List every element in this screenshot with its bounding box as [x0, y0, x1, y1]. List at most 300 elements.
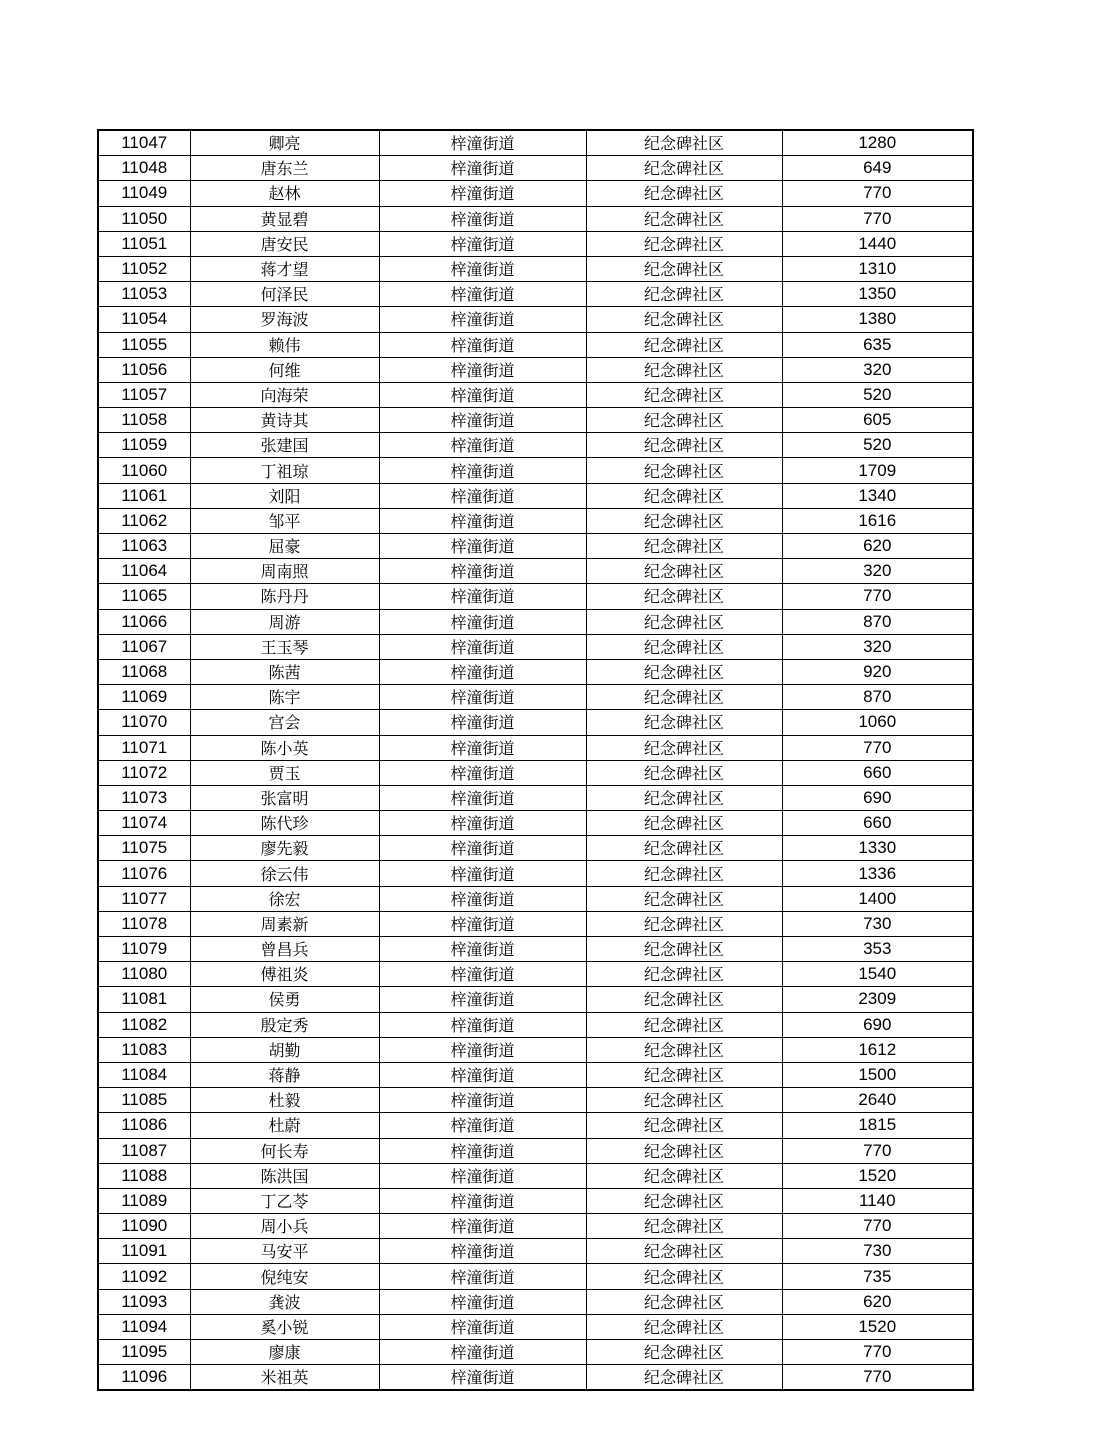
- street-cell: 梓潼街道: [379, 911, 586, 936]
- amount-cell: 520: [782, 382, 973, 407]
- id-cell: 11055: [98, 332, 190, 357]
- table-row: [98, 483, 973, 508]
- amount-cell: 1350: [782, 282, 973, 307]
- table-row: [98, 659, 973, 684]
- name-cell: 何泽民: [190, 282, 379, 307]
- name-cell: 杜毅: [190, 1088, 379, 1113]
- table-row: [98, 559, 973, 584]
- amount-cell: 690: [782, 785, 973, 810]
- id-cell: 11080: [98, 962, 190, 987]
- table-row: [98, 231, 973, 256]
- street-cell: 梓潼街道: [379, 584, 586, 609]
- street-cell: 梓潼街道: [379, 634, 586, 659]
- community-cell: 纪念碑社区: [586, 1012, 782, 1037]
- id-cell: 11049: [98, 181, 190, 206]
- name-cell: 殷定秀: [190, 1012, 379, 1037]
- amount-cell: 605: [782, 408, 973, 433]
- street-cell: 梓潼街道: [379, 1113, 586, 1138]
- amount-cell: 1336: [782, 861, 973, 886]
- table-row: [98, 735, 973, 760]
- street-cell: 梓潼街道: [379, 1188, 586, 1213]
- id-cell: 11070: [98, 710, 190, 735]
- id-cell: 11074: [98, 811, 190, 836]
- table-row: [98, 508, 973, 533]
- id-cell: 11059: [98, 433, 190, 458]
- id-cell: 11069: [98, 685, 190, 710]
- street-cell: 梓潼街道: [379, 458, 586, 483]
- community-cell: 纪念碑社区: [586, 559, 782, 584]
- id-cell: 11053: [98, 282, 190, 307]
- id-cell: 11078: [98, 911, 190, 936]
- community-cell: 纪念碑社区: [586, 1289, 782, 1314]
- name-cell: 刘阳: [190, 483, 379, 508]
- name-cell: 蒋才望: [190, 256, 379, 281]
- amount-cell: 1380: [782, 307, 973, 332]
- street-cell: 梓潼街道: [379, 433, 586, 458]
- name-cell: 黄诗其: [190, 408, 379, 433]
- table-row: [98, 785, 973, 810]
- amount-cell: 770: [782, 735, 973, 760]
- amount-cell: 353: [782, 937, 973, 962]
- name-cell: 陈丹丹: [190, 584, 379, 609]
- name-cell: 向海荣: [190, 382, 379, 407]
- name-cell: 徐云伟: [190, 861, 379, 886]
- name-cell: 侯勇: [190, 987, 379, 1012]
- community-cell: 纪念碑社区: [586, 987, 782, 1012]
- community-cell: 纪念碑社区: [586, 231, 782, 256]
- amount-cell: 1340: [782, 483, 973, 508]
- street-cell: 梓潼街道: [379, 1214, 586, 1239]
- table-row: [98, 433, 973, 458]
- id-cell: 11087: [98, 1138, 190, 1163]
- amount-cell: 320: [782, 634, 973, 659]
- amount-cell: 660: [782, 811, 973, 836]
- street-cell: 梓潼街道: [379, 307, 586, 332]
- id-cell: 11094: [98, 1314, 190, 1339]
- table-row: [98, 156, 973, 181]
- community-cell: 纪念碑社区: [586, 357, 782, 382]
- table-row: [98, 609, 973, 634]
- community-cell: 纪念碑社区: [586, 937, 782, 962]
- amount-cell: 620: [782, 1289, 973, 1314]
- table-row: [98, 1264, 973, 1289]
- table-row: [98, 382, 973, 407]
- table-row: [98, 282, 973, 307]
- table-row: [98, 987, 973, 1012]
- amount-cell: 920: [782, 659, 973, 684]
- id-cell: 11089: [98, 1188, 190, 1213]
- street-cell: 梓潼街道: [379, 408, 586, 433]
- name-cell: 王玉琴: [190, 634, 379, 659]
- id-cell: 11091: [98, 1239, 190, 1264]
- community-cell: 纪念碑社区: [586, 785, 782, 810]
- community-cell: 纪念碑社区: [586, 634, 782, 659]
- name-cell: 卿亮: [190, 130, 379, 156]
- name-cell: 陈宇: [190, 685, 379, 710]
- street-cell: 梓潼街道: [379, 710, 586, 735]
- name-cell: 黄显碧: [190, 206, 379, 231]
- amount-cell: 730: [782, 911, 973, 936]
- community-cell: 纪念碑社区: [586, 710, 782, 735]
- street-cell: 梓潼街道: [379, 1365, 586, 1391]
- amount-cell: 870: [782, 685, 973, 710]
- amount-cell: 1330: [782, 836, 973, 861]
- name-cell: 何维: [190, 357, 379, 382]
- street-cell: 梓潼街道: [379, 256, 586, 281]
- street-cell: 梓潼街道: [379, 1264, 586, 1289]
- name-cell: 陈洪国: [190, 1163, 379, 1188]
- amount-cell: 320: [782, 357, 973, 382]
- community-cell: 纪念碑社区: [586, 156, 782, 181]
- street-cell: 梓潼街道: [379, 962, 586, 987]
- name-cell: 廖康: [190, 1340, 379, 1365]
- street-cell: 梓潼街道: [379, 836, 586, 861]
- street-cell: 梓潼街道: [379, 1289, 586, 1314]
- id-cell: 11072: [98, 760, 190, 785]
- id-cell: 11092: [98, 1264, 190, 1289]
- id-cell: 11073: [98, 785, 190, 810]
- name-cell: 赵林: [190, 181, 379, 206]
- amount-cell: 635: [782, 332, 973, 357]
- amount-cell: 1440: [782, 231, 973, 256]
- street-cell: 梓潼街道: [379, 181, 586, 206]
- community-cell: 纪念碑社区: [586, 256, 782, 281]
- id-cell: 11086: [98, 1113, 190, 1138]
- name-cell: 奚小锐: [190, 1314, 379, 1339]
- id-cell: 11084: [98, 1062, 190, 1087]
- street-cell: 梓潼街道: [379, 937, 586, 962]
- community-cell: 纪念碑社区: [586, 836, 782, 861]
- id-cell: 11058: [98, 408, 190, 433]
- table-row: [98, 1214, 973, 1239]
- id-cell: 11063: [98, 534, 190, 559]
- community-cell: 纪念碑社区: [586, 534, 782, 559]
- table-row: [98, 534, 973, 559]
- name-cell: 周素新: [190, 911, 379, 936]
- street-cell: 梓潼街道: [379, 483, 586, 508]
- table-row: [98, 861, 973, 886]
- street-cell: 梓潼街道: [379, 735, 586, 760]
- community-cell: 纪念碑社区: [586, 735, 782, 760]
- community-cell: 纪念碑社区: [586, 1239, 782, 1264]
- id-cell: 11079: [98, 937, 190, 962]
- id-cell: 11076: [98, 861, 190, 886]
- amount-cell: 735: [782, 1264, 973, 1289]
- community-cell: 纪念碑社区: [586, 307, 782, 332]
- table-row: [98, 1138, 973, 1163]
- table-row: [98, 1037, 973, 1062]
- name-cell: 屈豪: [190, 534, 379, 559]
- street-cell: 梓潼街道: [379, 357, 586, 382]
- table-row: [98, 1113, 973, 1138]
- amount-cell: 770: [782, 206, 973, 231]
- name-cell: 倪纯安: [190, 1264, 379, 1289]
- street-cell: 梓潼街道: [379, 1037, 586, 1062]
- table-row: [98, 256, 973, 281]
- table-row: [98, 1239, 973, 1264]
- table-row: [98, 1340, 973, 1365]
- amount-cell: 1520: [782, 1314, 973, 1339]
- community-cell: 纪念碑社区: [586, 659, 782, 684]
- community-cell: 纪念碑社区: [586, 1037, 782, 1062]
- id-cell: 11065: [98, 584, 190, 609]
- amount-cell: 520: [782, 433, 973, 458]
- name-cell: 丁乙苓: [190, 1188, 379, 1213]
- table-row: [98, 332, 973, 357]
- amount-cell: 690: [782, 1012, 973, 1037]
- table-row: [98, 811, 973, 836]
- table-row: [98, 710, 973, 735]
- id-cell: 11056: [98, 357, 190, 382]
- table-row: [98, 1062, 973, 1087]
- community-cell: 纪念碑社区: [586, 861, 782, 886]
- id-cell: 11047: [98, 130, 190, 156]
- street-cell: 梓潼街道: [379, 156, 586, 181]
- community-cell: 纪念碑社区: [586, 1163, 782, 1188]
- amount-cell: 1616: [782, 508, 973, 533]
- name-cell: 邹平: [190, 508, 379, 533]
- amount-cell: 649: [782, 156, 973, 181]
- name-cell: 马安平: [190, 1239, 379, 1264]
- id-cell: 11082: [98, 1012, 190, 1037]
- data-table: [97, 129, 974, 1391]
- name-cell: 廖先毅: [190, 836, 379, 861]
- id-cell: 11062: [98, 508, 190, 533]
- id-cell: 11057: [98, 382, 190, 407]
- community-cell: 纪念碑社区: [586, 911, 782, 936]
- name-cell: 周小兵: [190, 1214, 379, 1239]
- amount-cell: 2309: [782, 987, 973, 1012]
- id-cell: 11090: [98, 1214, 190, 1239]
- community-cell: 纪念碑社区: [586, 130, 782, 156]
- table-row: [98, 634, 973, 659]
- street-cell: 梓潼街道: [379, 1239, 586, 1264]
- street-cell: 梓潼街道: [379, 1163, 586, 1188]
- community-cell: 纪念碑社区: [586, 1088, 782, 1113]
- table-row: [98, 911, 973, 936]
- community-cell: 纪念碑社区: [586, 433, 782, 458]
- community-cell: 纪念碑社区: [586, 1340, 782, 1365]
- street-cell: 梓潼街道: [379, 811, 586, 836]
- community-cell: 纪念碑社区: [586, 508, 782, 533]
- amount-cell: 730: [782, 1239, 973, 1264]
- street-cell: 梓潼街道: [379, 1314, 586, 1339]
- community-cell: 纪念碑社区: [586, 483, 782, 508]
- table-row: [98, 584, 973, 609]
- amount-cell: 1540: [782, 962, 973, 987]
- street-cell: 梓潼街道: [379, 559, 586, 584]
- street-cell: 梓潼街道: [379, 1340, 586, 1365]
- community-cell: 纪念碑社区: [586, 584, 782, 609]
- amount-cell: 1400: [782, 886, 973, 911]
- street-cell: 梓潼街道: [379, 1062, 586, 1087]
- name-cell: 周南照: [190, 559, 379, 584]
- community-cell: 纪念碑社区: [586, 962, 782, 987]
- id-cell: 11068: [98, 659, 190, 684]
- table-row: [98, 1314, 973, 1339]
- street-cell: 梓潼街道: [379, 508, 586, 533]
- name-cell: 贾玉: [190, 760, 379, 785]
- name-cell: 蒋静: [190, 1062, 379, 1087]
- name-cell: 龚波: [190, 1289, 379, 1314]
- name-cell: 陈代珍: [190, 811, 379, 836]
- name-cell: 陈茜: [190, 659, 379, 684]
- community-cell: 纪念碑社区: [586, 1314, 782, 1339]
- id-cell: 11061: [98, 483, 190, 508]
- community-cell: 纪念碑社区: [586, 609, 782, 634]
- table-row: [98, 357, 973, 382]
- name-cell: 罗海波: [190, 307, 379, 332]
- street-cell: 梓潼街道: [379, 659, 586, 684]
- street-cell: 梓潼街道: [379, 987, 586, 1012]
- amount-cell: 2640: [782, 1088, 973, 1113]
- amount-cell: 770: [782, 1138, 973, 1163]
- table-row: [98, 760, 973, 785]
- table-row: [98, 685, 973, 710]
- id-cell: 11050: [98, 206, 190, 231]
- amount-cell: 770: [782, 584, 973, 609]
- table-row: [98, 1188, 973, 1213]
- amount-cell: 1500: [782, 1062, 973, 1087]
- id-cell: 11093: [98, 1289, 190, 1314]
- table-row: [98, 1289, 973, 1314]
- id-cell: 11060: [98, 458, 190, 483]
- id-cell: 11081: [98, 987, 190, 1012]
- name-cell: 米祖英: [190, 1365, 379, 1391]
- id-cell: 11077: [98, 886, 190, 911]
- name-cell: 陈小英: [190, 735, 379, 760]
- id-cell: 11096: [98, 1365, 190, 1391]
- name-cell: 杜蔚: [190, 1113, 379, 1138]
- table-row: [98, 130, 973, 156]
- table-row: [98, 181, 973, 206]
- name-cell: 曾昌兵: [190, 937, 379, 962]
- amount-cell: 1310: [782, 256, 973, 281]
- table-row: [98, 1365, 973, 1391]
- street-cell: 梓潼街道: [379, 1088, 586, 1113]
- name-cell: 赖伟: [190, 332, 379, 357]
- table-row: [98, 458, 973, 483]
- id-cell: 11075: [98, 836, 190, 861]
- community-cell: 纪念碑社区: [586, 1365, 782, 1391]
- community-cell: 纪念碑社区: [586, 1188, 782, 1213]
- community-cell: 纪念碑社区: [586, 811, 782, 836]
- table-row: [98, 408, 973, 433]
- name-cell: 张富明: [190, 785, 379, 810]
- id-cell: 11066: [98, 609, 190, 634]
- community-cell: 纪念碑社区: [586, 1214, 782, 1239]
- street-cell: 梓潼街道: [379, 282, 586, 307]
- street-cell: 梓潼街道: [379, 785, 586, 810]
- name-cell: 胡勤: [190, 1037, 379, 1062]
- street-cell: 梓潼街道: [379, 130, 586, 156]
- amount-cell: 870: [782, 609, 973, 634]
- street-cell: 梓潼街道: [379, 1138, 586, 1163]
- name-cell: 何长寿: [190, 1138, 379, 1163]
- community-cell: 纪念碑社区: [586, 181, 782, 206]
- community-cell: 纪念碑社区: [586, 206, 782, 231]
- id-cell: 11048: [98, 156, 190, 181]
- table-row: [98, 836, 973, 861]
- name-cell: 唐东兰: [190, 156, 379, 181]
- id-cell: 11071: [98, 735, 190, 760]
- community-cell: 纪念碑社区: [586, 382, 782, 407]
- street-cell: 梓潼街道: [379, 861, 586, 886]
- id-cell: 11064: [98, 559, 190, 584]
- street-cell: 梓潼街道: [379, 685, 586, 710]
- amount-cell: 1060: [782, 710, 973, 735]
- street-cell: 梓潼街道: [379, 760, 586, 785]
- id-cell: 11088: [98, 1163, 190, 1188]
- amount-cell: 660: [782, 760, 973, 785]
- id-cell: 11052: [98, 256, 190, 281]
- street-cell: 梓潼街道: [379, 382, 586, 407]
- id-cell: 11083: [98, 1037, 190, 1062]
- table-row: [98, 937, 973, 962]
- table-row: [98, 886, 973, 911]
- amount-cell: 320: [782, 559, 973, 584]
- name-cell: 徐宏: [190, 886, 379, 911]
- name-cell: 傅祖炎: [190, 962, 379, 987]
- name-cell: 丁祖琼: [190, 458, 379, 483]
- amount-cell: 770: [782, 1214, 973, 1239]
- id-cell: 11051: [98, 231, 190, 256]
- amount-cell: 1520: [782, 1163, 973, 1188]
- community-cell: 纪念碑社区: [586, 1264, 782, 1289]
- name-cell: 唐安民: [190, 231, 379, 256]
- community-cell: 纪念碑社区: [586, 332, 782, 357]
- name-cell: 张建国: [190, 433, 379, 458]
- amount-cell: 1612: [782, 1037, 973, 1062]
- community-cell: 纪念碑社区: [586, 1113, 782, 1138]
- name-cell: 周游: [190, 609, 379, 634]
- amount-cell: 620: [782, 534, 973, 559]
- community-cell: 纪念碑社区: [586, 1062, 782, 1087]
- street-cell: 梓潼街道: [379, 332, 586, 357]
- street-cell: 梓潼街道: [379, 231, 586, 256]
- street-cell: 梓潼街道: [379, 534, 586, 559]
- amount-cell: 1280: [782, 130, 973, 156]
- street-cell: 梓潼街道: [379, 609, 586, 634]
- street-cell: 梓潼街道: [379, 206, 586, 231]
- id-cell: 11067: [98, 634, 190, 659]
- table-row: [98, 962, 973, 987]
- amount-cell: 1815: [782, 1113, 973, 1138]
- community-cell: 纪念碑社区: [586, 408, 782, 433]
- amount-cell: 1140: [782, 1188, 973, 1213]
- table-row: [98, 307, 973, 332]
- id-cell: 11054: [98, 307, 190, 332]
- table-row: [98, 1088, 973, 1113]
- community-cell: 纪念碑社区: [586, 760, 782, 785]
- community-cell: 纪念碑社区: [586, 685, 782, 710]
- table-row: [98, 206, 973, 231]
- table-body: [98, 130, 973, 1390]
- table-row: [98, 1012, 973, 1037]
- table-row: [98, 1163, 973, 1188]
- community-cell: 纪念碑社区: [586, 886, 782, 911]
- community-cell: 纪念碑社区: [586, 1138, 782, 1163]
- id-cell: 11085: [98, 1088, 190, 1113]
- street-cell: 梓潼街道: [379, 886, 586, 911]
- name-cell: 宫会: [190, 710, 379, 735]
- street-cell: 梓潼街道: [379, 1012, 586, 1037]
- amount-cell: 1709: [782, 458, 973, 483]
- community-cell: 纪念碑社区: [586, 458, 782, 483]
- amount-cell: 770: [782, 1340, 973, 1365]
- id-cell: 11095: [98, 1340, 190, 1365]
- amount-cell: 770: [782, 1365, 973, 1391]
